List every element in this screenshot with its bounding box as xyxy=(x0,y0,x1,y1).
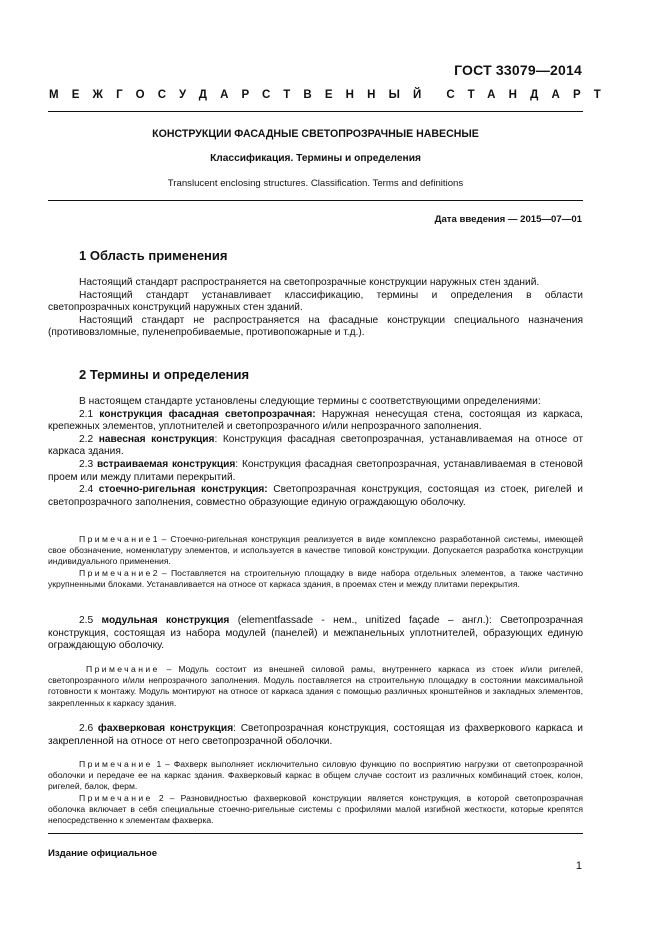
notes-term-2-6 xyxy=(48,759,583,826)
term-2-5: 2.5 модульная конструкция (elementfassade - нем., unitized façade – англ.): Светопрозрачная конструкция, состоящая из набора модулей (панелей) и межпанельных уплотнителей, образующих единую ограждающую оболочку. xyxy=(48,615,583,652)
section-2-heading: 2 Термины и определения xyxy=(79,367,250,382)
term-2-2: 2.2 навесная конструкция: Конструкция фасадная светопрозрачная, устанавливаемая на относе от каркаса здания. xyxy=(48,433,583,458)
term-name: навесная конструкция xyxy=(98,433,215,445)
header-rule xyxy=(48,111,583,112)
paragraph: Настоящий стандарт не распространяется на фасадные конструкции специального назначения (противовзломные, пуленепробиваемые, противопожарные и т.д.). xyxy=(48,314,583,339)
term-definition: Наружная ненесущая стена, состоящая из каркаса, крепежных элементов, уплотнителей и светопрозрачного и/или непрозрачного заполнения. xyxy=(48,408,583,433)
term-definition: : Светопрозрачная конструкция, состоящая из фахверкового каркаса и закрепленной на относе от него светопрозрачной оболочки. xyxy=(48,723,583,747)
footer-rule xyxy=(48,833,583,834)
term-name: модульная конструкция xyxy=(101,615,230,626)
term-2-6-block xyxy=(48,723,583,748)
term-name: встраиваемая конструкция xyxy=(97,458,236,470)
notes-term-2-5 xyxy=(48,664,583,709)
notes-term-2-4 xyxy=(48,534,583,590)
page-number: 1 xyxy=(575,860,582,872)
term-2-5-block xyxy=(48,615,583,653)
term-definition: Светопрозрачная конструкция, состоящая из стоек, ригелей и светопрозрачного заполнения, совместно образующие единую ограждающую оболочку. xyxy=(48,484,583,508)
standard-word-standard: СТАНДАРТ xyxy=(446,89,614,101)
note: Примечание 2 – Разновидностью фахверковой конструкции является конструкция, в которой светопрозрачная оболочка включает в себя специальные стоечно-ригельные системы с профилями малой изгибной жесткости, которые крепятся непосредственно к элементам фахверка. xyxy=(48,792,583,826)
section-2-terms-block xyxy=(48,396,583,509)
term-2-3: 2.3 встраиваемая конструкция: Конструкция фасадная светопрозрачная, устанавливаемая в стеновой проем или между плитами перекрытий. xyxy=(48,458,583,483)
term-name: конструкция фасадная светопрозрачная: xyxy=(99,408,316,420)
term-name: фахверковая конструкция xyxy=(97,723,234,734)
term-definition: : Конструкция фасадная светопрозрачная, устанавливаемая в стеновой проем или между плитами перекрытий. xyxy=(48,458,583,483)
standard-word-interstate: МЕЖГОСУДАРСТВЕННЫЙ xyxy=(49,89,435,101)
edition-label: Издание официальное xyxy=(48,848,158,859)
term-2-4: 2.4 стоечно-ригельная конструкция: Светопрозрачная конструкция, состоящая из стоек, ригелей и светопрозрачного заполнения, совместно образующие единую ограждающую оболочку. xyxy=(48,484,583,508)
note-label: Примечание xyxy=(79,567,153,578)
document-title: КОНСТРУКЦИИ ФАСАДНЫЕ СВЕТОПРОЗРАЧНЫЕ НАВЕСНЫЕ xyxy=(152,128,479,140)
paragraph: Настоящий стандарт распространяется на светопрозрачные конструкции наружных стен зданий. xyxy=(79,277,540,288)
introduction-date: Дата введения — 2015—07—01 xyxy=(434,214,582,225)
document-english-title: Translucent enclosing structures. Classification. Terms and definitions xyxy=(167,178,464,189)
note: Примечание2 – Поставляется на строительную площадку в виде набора отдельных элементов, а также частично укрупненными блоками. Устанавливается на относе от каркаса здания, в проемах стен и между плитами перекрытия. xyxy=(48,567,583,589)
note: Примечание – Модуль состоит из внешней силовой рамы, внутреннего каркаса из стоек и/или ригелей, светопрозрачного и/или непрозрачного заполнения. Модуль поставляется на строительную площадку в состоянии максимальной готовности к монтажу. Модуль монтируют на относе от каркаса здания с помощью различных кронштейнов и закладных элементов, закрепленных к каркасу здания. xyxy=(48,664,583,708)
section-1-heading: 1 Область применения xyxy=(79,248,228,263)
term-definition: (elementfassade - нем., unitized façade – англ.): Светопрозрачная конструкция, состоящая из набора модулей (панелей) и межпанельных уплотнителей, образующих единую ограждающую оболочку. xyxy=(48,615,583,652)
note: Примечание 1 – Фахверк выполняет исключительно силовую функцию по восприятию нагрузки от светопрозрачной оболочки и передаче ее на каркас здания. Фахверковый каркас в общем случае состоит из различных комбинаций стоек, колон, ригелей, балок, ферм. xyxy=(48,759,583,792)
note-label: Примечание xyxy=(79,534,153,544)
note-label: Примечание xyxy=(86,664,160,674)
document-subtitle: Классификация. Термины и определения xyxy=(210,153,421,164)
section-1-body xyxy=(48,277,583,340)
note-label: Примечание xyxy=(79,792,153,803)
term-2-6: 2.6 фахверковая конструкция: Светопрозрачная конструкция, состоящая из фахверкового каркаса и закрепленной на относе от него светопрозрачной оболочки. xyxy=(48,723,583,747)
standard-type-line xyxy=(49,89,614,101)
note-label: Примечание xyxy=(79,759,153,769)
term-2-1: 2.1 конструкция фасадная светопрозрачная: Наружная ненесущая стена, состоящая из каркаса, крепежных элементов, уплотнителей и светопрозрачного и/или непрозрачного заполнения. xyxy=(48,408,583,433)
section-2-intro: В настоящем стандарте установлены следующие термины с соответствующими определениями: xyxy=(79,396,541,407)
gost-number: ГОСТ 33079—2014 xyxy=(454,62,582,78)
term-name: стоечно-ригельная конструкция: xyxy=(98,484,268,496)
note: Примечание1 – Стоечно-ригельная конструкция реализуется в виде комплексно разработанной системы, имеющей свое обозначение, номенклатуру элементов, и используется в качестве типовой конструкции. Допускается разработка конструкции индивидуального применения. xyxy=(48,534,583,567)
paragraph: Настоящий стандарт устанавливает классификацию, термины и определения в области светопрозрачных конструкций наружных стен зданий. xyxy=(48,289,583,314)
term-definition: : Конструкция фасадная светопрозрачная, устанавливаемая на относе от каркаса здания. xyxy=(48,433,583,458)
title-rule xyxy=(48,200,583,201)
